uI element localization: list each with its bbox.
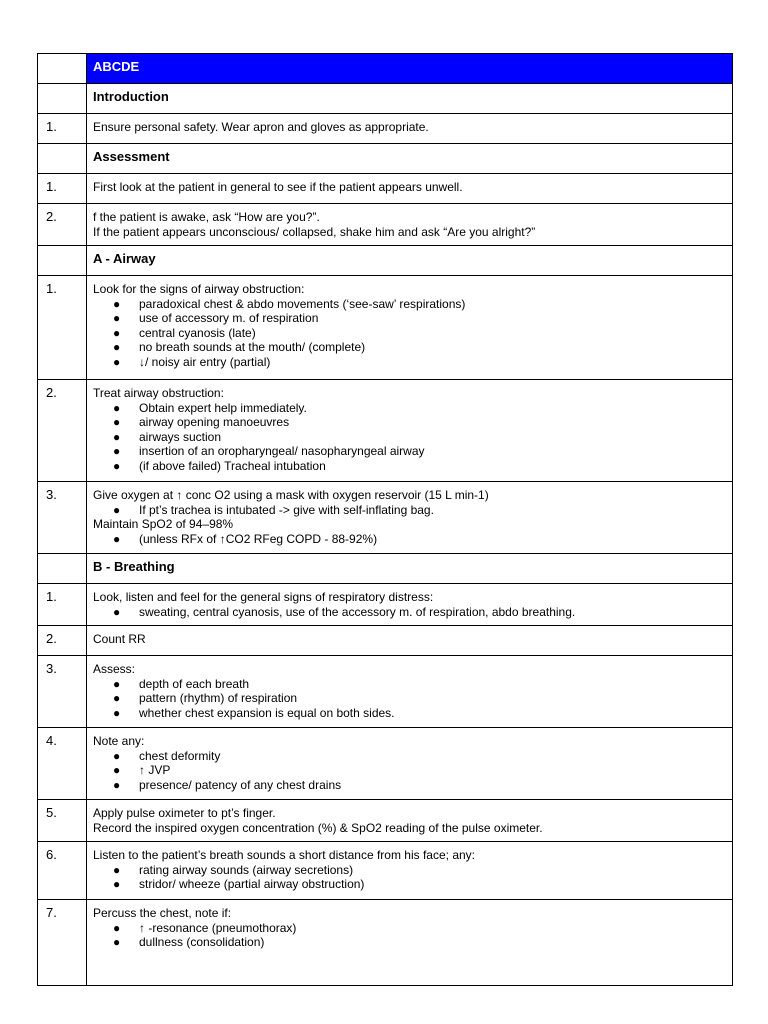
table-row (38, 626, 733, 656)
bullet-text: If pt’s trachea is intubated -> give with self-inflating bag. (139, 502, 434, 517)
table-row (38, 584, 733, 626)
text-line: Assess: (93, 662, 136, 676)
row-content (87, 800, 733, 842)
bullet-item (93, 935, 726, 950)
bullet-text: pattern (rhythm) of respiration (139, 691, 298, 706)
text-line: Record the inspired oxygen concentration (%) & SpO2 reading of the pulse oximeter. (93, 820, 543, 835)
row-number (38, 246, 87, 276)
text-line: Count RR (93, 632, 146, 646)
bullet-text: ↑ -resonance (pneumothorax) (139, 920, 297, 935)
title-num-cell (38, 54, 87, 84)
row-number: 2. (38, 626, 87, 656)
text-line: Ensure personal safety. Wear apron and gloves as appropriate. (93, 120, 429, 134)
row-number: 2. (38, 380, 87, 482)
bullet-item (93, 605, 726, 620)
bullet-icon: ● (113, 691, 121, 706)
section-heading-row (38, 246, 733, 276)
bullet-icon: ● (113, 531, 121, 546)
row-number: 1. (38, 276, 87, 380)
text-line: Look, listen and feel for the general signs of respiratory distress: (93, 590, 434, 604)
table-row (38, 482, 733, 554)
bullet-item (93, 444, 726, 459)
bullet-item (93, 778, 726, 793)
row-content (87, 900, 733, 986)
table-row (38, 728, 733, 800)
bullet-icon: ● (113, 604, 121, 619)
table-row (38, 204, 733, 246)
section-heading: B - Breathing (87, 554, 733, 584)
bullet-item (93, 415, 726, 430)
bullet-item (93, 355, 726, 370)
row-content (87, 656, 733, 728)
bullet-icon: ● (113, 862, 121, 877)
bullet-icon: ● (113, 354, 121, 369)
bullet-item (93, 677, 726, 692)
bullet-text: no breath sounds at the mouth/ (complete) (139, 340, 366, 355)
row-number: 1. (38, 584, 87, 626)
row-number (38, 84, 87, 114)
table-row (38, 800, 733, 842)
bullet-icon: ● (113, 325, 121, 340)
bullet-icon: ● (113, 920, 121, 935)
table-row (38, 842, 733, 900)
bullet-icon: ● (113, 502, 121, 517)
bullet-icon: ● (113, 400, 121, 415)
bullet-icon: ● (113, 444, 121, 459)
row-content (87, 626, 733, 656)
text-line: If the patient appears unconscious/ collapsed, shake him and ask “Are you alright?” (93, 224, 536, 239)
row-content (87, 584, 733, 626)
bullet-icon: ● (113, 935, 121, 950)
bullet-text: dullness (consolidation) (139, 935, 265, 950)
bullet-item (93, 326, 726, 341)
bullet-text: chest deformity (139, 748, 221, 763)
bullet-item (93, 311, 726, 326)
bullet-text: (unless RFx of ↑CO2 RFeg COPD - 88-92%) (139, 531, 378, 546)
row-number: 1. (38, 174, 87, 204)
row-number: 7. (38, 900, 87, 986)
bullet-icon: ● (113, 340, 121, 355)
row-number (38, 144, 87, 174)
section-heading-row (38, 554, 733, 584)
section-heading-row (38, 84, 733, 114)
row-number: 4. (38, 728, 87, 800)
bullet-item (93, 401, 726, 416)
bullet-item (93, 691, 726, 706)
bullet-item (93, 340, 726, 355)
bullet-text: whether chest expansion is equal on both sides. (139, 705, 395, 720)
table-row (38, 656, 733, 728)
table-row (38, 276, 733, 380)
bullet-icon: ● (113, 705, 121, 720)
text-line: Apply pulse oximeter to pt’s finger. (93, 806, 276, 820)
bullet-icon: ● (113, 296, 121, 311)
bullet-icon: ● (113, 877, 121, 892)
text-line: Maintain SpO2 of 94–98% (93, 517, 234, 532)
table-row (38, 380, 733, 482)
text-line: Listen to the patient’s breath sounds a short distance from his face; any: (93, 848, 476, 862)
bullet-icon: ● (113, 429, 121, 444)
bullet-text: presence/ patency of any chest drains (139, 777, 342, 792)
bullet-text: Obtain expert help immediately. (139, 400, 307, 415)
bullet-text: stridor/ wheeze (partial airway obstruction) (139, 877, 365, 892)
section-heading: A - Airway (87, 246, 733, 276)
table-row (38, 174, 733, 204)
bullet-item (93, 921, 726, 936)
bullet-icon: ● (113, 676, 121, 691)
bullet-text: sweating, central cyanosis, use of the accessory m. of respiration, abdo breathing. (139, 604, 576, 619)
bullet-item (93, 706, 726, 721)
bullet-item (93, 532, 726, 547)
bullet-item (93, 749, 726, 764)
bullet-item (93, 863, 726, 878)
text-line: Note any: (93, 734, 145, 748)
text-line: Percuss the chest, note if: (93, 906, 232, 920)
table-row (38, 114, 733, 144)
row-content (87, 276, 733, 380)
text-line: Look for the signs of airway obstruction: (93, 282, 305, 296)
bullet-text: ↑ JVP (139, 763, 171, 778)
row-content (87, 728, 733, 800)
bullet-icon: ● (113, 763, 121, 778)
title-row (38, 54, 733, 84)
bullet-text: use of accessory m. of respiration (139, 311, 319, 326)
row-content (87, 482, 733, 554)
text-line: f the patient is awake, ask “How are you?”. (93, 210, 320, 224)
bullet-icon: ● (113, 458, 121, 473)
row-content (87, 842, 733, 900)
table-row (38, 900, 733, 986)
bullet-text: ↓/ noisy air entry (partial) (139, 354, 271, 369)
row-number: 6. (38, 842, 87, 900)
bullet-item (93, 430, 726, 445)
row-number: 3. (38, 482, 87, 554)
row-content (87, 174, 733, 204)
row-number: 1. (38, 114, 87, 144)
row-content (87, 380, 733, 482)
bullet-text: airway opening manoeuvres (139, 415, 290, 430)
abcde-table (37, 53, 733, 986)
text-line: Give oxygen at ↑ conc O2 using a mask with oxygen reservoir (15 L min-1) (93, 488, 489, 502)
bullet-item (93, 763, 726, 778)
bullet-text: paradoxical chest & abdo movements (‘see-saw’ respirations) (139, 296, 466, 311)
bullet-icon: ● (113, 311, 121, 326)
row-number (38, 554, 87, 584)
bullet-item (93, 297, 726, 312)
text-line: Treat airway obstruction: (93, 386, 224, 400)
row-number: 5. (38, 800, 87, 842)
bullet-icon: ● (113, 415, 121, 430)
section-heading-row (38, 144, 733, 174)
bullet-text: (if above failed) Tracheal intubation (139, 458, 326, 473)
bullet-icon: ● (113, 777, 121, 792)
bullet-icon: ● (113, 748, 121, 763)
bullet-text: insertion of an oropharyngeal/ nasopharyngeal airway (139, 444, 425, 459)
bullet-text: rating airway sounds (airway secretions) (139, 862, 354, 877)
bullet-item (93, 503, 726, 518)
section-heading: Introduction (87, 84, 733, 114)
text-line: First look at the patient in general to see if the patient appears unwell. (93, 180, 463, 194)
bullet-text: airways suction (139, 429, 222, 444)
bullet-text: depth of each breath (139, 676, 250, 691)
section-heading: Assessment (87, 144, 733, 174)
row-content (87, 204, 733, 246)
row-number: 2. (38, 204, 87, 246)
bullet-item (93, 877, 726, 892)
row-content (87, 114, 733, 144)
table-title: ABCDE (87, 54, 733, 84)
bullet-text: central cyanosis (late) (139, 325, 256, 340)
row-number: 3. (38, 656, 87, 728)
bullet-item (93, 459, 726, 474)
